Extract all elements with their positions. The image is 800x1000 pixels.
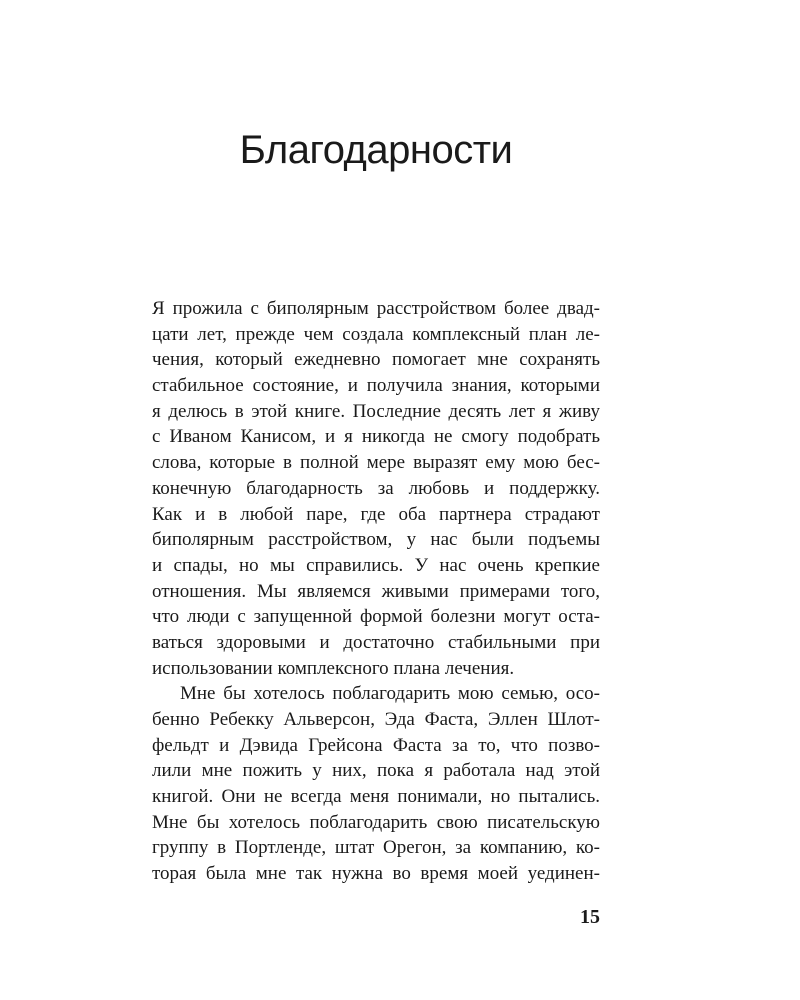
text-line: Как и в любой паре, где оба партнера страдают [152,503,600,525]
body-text [152,296,600,887]
text-line: лили мне пожить у них, пока я работала над этой [152,760,600,782]
text-line: группу в Портленде, штат Орегон, за компанию, ко- [152,837,600,859]
page-title: Благодарности [239,128,513,172]
text-line: отношения. Мы являемся живыми примерами того, [152,580,600,602]
text-line: биполярным расстройством, у нас были подъемы [152,529,600,551]
text-line: бенно Ребекку Альверсон, Эда Фаста, Эллен Шлот- [152,709,600,730]
text-line: фельдт и Дэвида Грейсона Фаста за то, что позво- [152,734,600,756]
text-line: с Иваном Канисом, и я никогда не смогу подобрать [152,426,600,448]
text-line: книгой. Они не всегда меня понимали, но пытались. [152,786,600,808]
text-line: Мне бы хотелось поблагодарить свою писательскую [152,811,600,833]
text-line: я делюсь в этой книге. Последние десять лет я живу [152,400,600,422]
text-line: цати лет, прежде чем создала комплексный план ле- [152,323,600,345]
text-line: конечную благодарность за любовь и поддержку. [152,477,600,499]
text-line: Я прожила с биполярным расстройством более двад- [152,298,600,319]
text-line: Мне бы хотелось поблагодарить мою семью, осо- [180,683,600,705]
text-line: ваться здоровыми и достаточно стабильными при [152,631,600,653]
text-line: что люди с запущенной формой болезни могут оста- [152,606,600,628]
text-line: слова, которые в полной мере выразят ему мою бес- [152,452,600,474]
text-line: и спады, но мы справились. У нас очень крепкие [152,554,600,576]
text-line: торая была мне так нужна во время моей уединен- [152,863,600,885]
text-line: использовании комплексного плана лечения. [152,657,515,679]
page-number: 15 [580,906,600,928]
text-line: стабильное состояние, и получила знания, которыми [152,375,600,397]
text-line: чения, который ежедневно помогает мне сохранять [152,349,600,371]
